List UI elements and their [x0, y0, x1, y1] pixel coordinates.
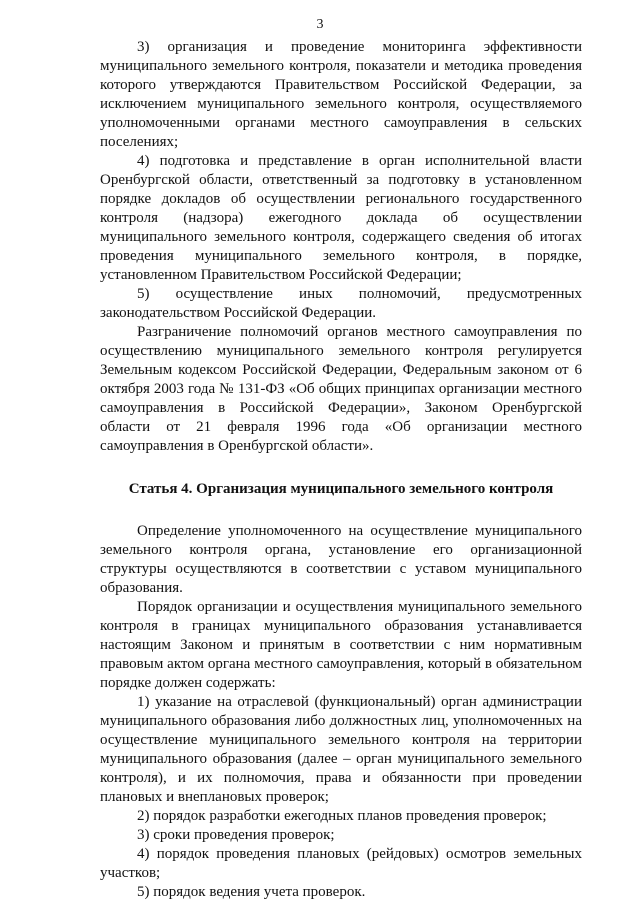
list-item-4: 4) порядок проведения плановых (рейдовых) осмотров земельных участков; [100, 846, 582, 881]
list-item-3: 3) сроки проведения проверок; [137, 827, 335, 843]
list-item-1: 1) указание на отраслевой (функциональный) орган администрации муниципального образования либо должностных лиц, уполномоченных на осуществление муниципального земельного контроля на территории муниципального образования (далее – орган муниципального земельного контроля), и их полномочия, права и обязанности при проведении плановых и внеплановых проверок; [100, 694, 582, 805]
paragraph-item-4: 4) подготовка и представление в орган исполнительной власти Оренбургской области, ответственный за подготовку в установленном порядке докладов об осуществлении регионального государственного контроля (надзора) ежегодного доклада об осуществлении муниципального земельного контроля, содержащего сведения об итогах проведения муниципального земельного контроля, в порядке, установленном Правительством Российской Федерации; [100, 153, 582, 283]
page-number: 3 [316, 17, 324, 32]
paragraph-item-5: 5) осуществление иных полномочий, предусмотренных законодательством Российской Федерации. [100, 286, 582, 321]
document-body [100, 38, 582, 902]
paragraph-procedure: Порядок организации и осуществления муниципального земельного контроля в границах муниципального образования устанавливается настоящим Законом и принятым в соответствии с ним нормативным правовым актом органа местного самоуправления, который в обязательном порядке должен содержать: [100, 599, 582, 691]
paragraph-item-3: 3) организация и проведение мониторинга эффективности муниципального земельного контроля, показатели и методика проведения которого утверждаются Правительством Российской Федерации, за исключением муниципального земельного контроля, осуществляемого уполномоченными органами местного самоуправления в сельских поселениях; [100, 39, 582, 150]
list-item-2: 2) порядок разработки ежегодных планов проведения проверок; [137, 808, 547, 824]
list-item-5: 5) порядок ведения учета проверок. [137, 884, 366, 900]
article-heading: Статья 4. Организация муниципального земельного контроля [128, 481, 554, 497]
paragraph-delimitation-of-powers: Разграничение полномочий органов местного самоуправления по осуществлению муниципального земельного контроля регулируется Земельным кодексом Российской Федерации, Федеральным законом от 6 октября 2003 года № 131-ФЗ «Об общих принципах организации местного самоуправления в Российской Федерации», Законом Оренбургской области от 21 февраля 1996 года «Об организации местного самоуправления в Оренбургской области». [100, 324, 582, 454]
paragraph-authorized-body: Определение уполномоченного на осуществление муниципального земельного контроля органа, установление его организационной структуры осуществляются в соответствии с уставом муниципального образования. [100, 523, 582, 596]
